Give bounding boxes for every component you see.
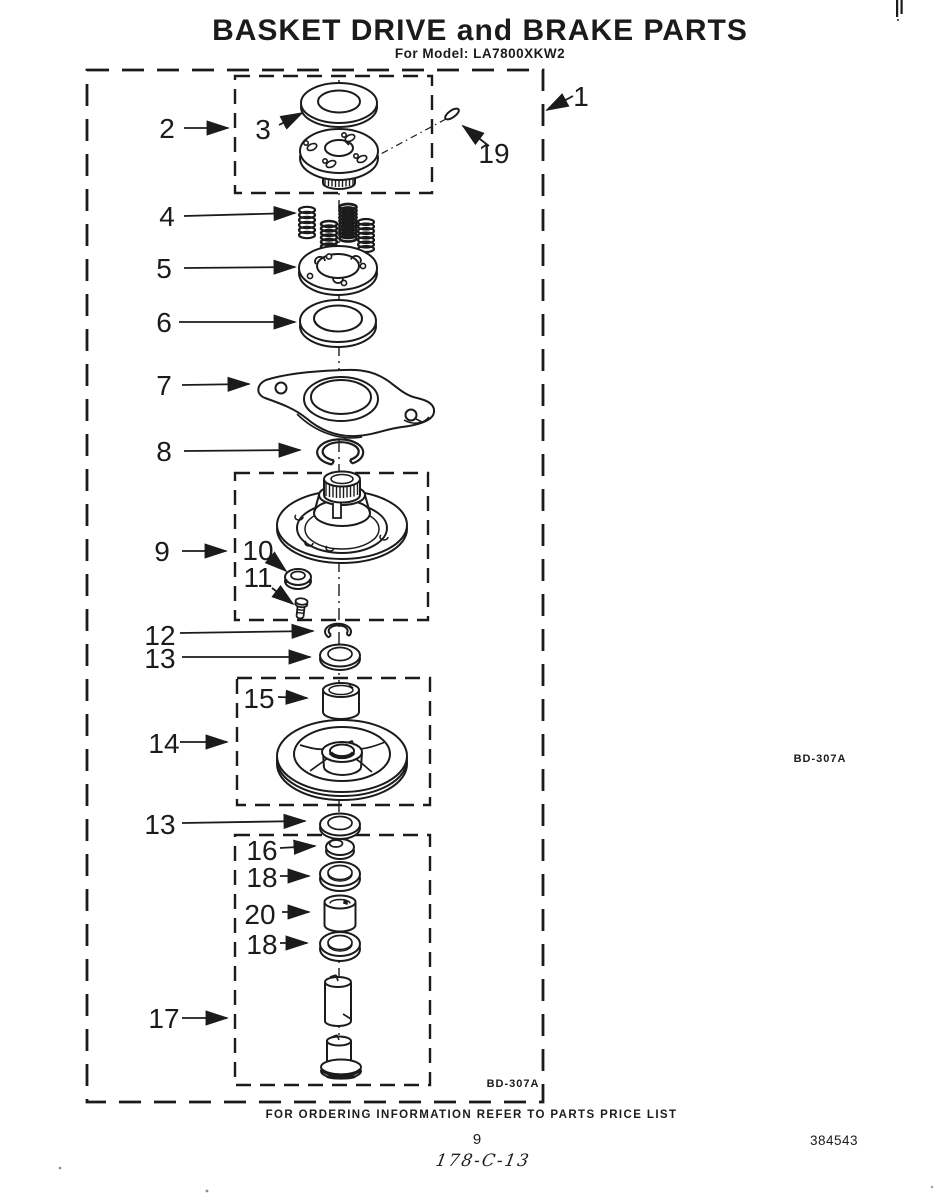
document-number: 384543 — [810, 1133, 859, 1148]
page-number: 9 — [472, 1131, 482, 1148]
model-subtitle: For Model: LA7800XKW2 — [394, 46, 566, 61]
ordering-note: FOR ORDERING INFORMATION REFER TO PARTS PRICE LIST — [265, 1109, 678, 1121]
callout-11: 11 — [243, 562, 273, 593]
part-10-nut — [285, 569, 311, 589]
callout-10: 10 — [242, 535, 274, 566]
part-20-bushing — [325, 896, 356, 932]
part-18-bearing-upper — [320, 862, 360, 891]
part-17-sleeve-upper — [325, 975, 351, 1026]
callout-12: 12 — [144, 620, 176, 651]
callout-14: 14 — [148, 728, 180, 759]
callout-5: 5 — [156, 253, 172, 284]
callout-18-upper: 18 — [246, 862, 278, 893]
part-13-washer-upper — [320, 645, 360, 671]
callout-16: 16 — [246, 835, 278, 866]
diagram-code-right: BD-307A — [793, 753, 847, 765]
callout-2: 2 — [159, 113, 175, 144]
callout-13-upper: 13 — [144, 643, 176, 674]
callout-4: 4 — [159, 201, 175, 232]
callout-7: 7 — [156, 370, 172, 401]
part-15-spacer — [323, 683, 359, 719]
part-8-snap-ring — [317, 439, 363, 464]
callout-15: 15 — [243, 683, 275, 714]
part-13-washer-lower — [320, 814, 360, 840]
scan-artifacts — [59, 0, 934, 1192]
callout-1: 1 — [573, 81, 589, 112]
part-14-pulley — [277, 720, 407, 800]
diagram-code-bottom: BD-307A — [486, 1078, 540, 1090]
callout-6: 6 — [156, 307, 172, 338]
part-17-sleeve-lower — [321, 1035, 361, 1080]
part-7-mounting-plate — [258, 370, 434, 438]
callout-18-lower: 18 — [246, 929, 278, 960]
part-2-cam-disc — [300, 129, 378, 189]
callout-3: 3 — [255, 114, 271, 145]
callout-8: 8 — [156, 436, 172, 467]
page-title: BASKET DRIVE and BRAKE PARTS — [212, 14, 748, 47]
part-3-washer — [301, 83, 377, 127]
callout-17: 17 — [148, 1003, 180, 1034]
part-6-washer — [300, 300, 376, 347]
part-9-brake-rotor — [277, 472, 407, 564]
callout-19: 19 — [478, 138, 510, 169]
callout-13-lower: 13 — [144, 809, 176, 840]
part-12-c-clip — [325, 624, 351, 638]
part-16-cap — [326, 839, 354, 859]
handwritten-code: 178-C-13 — [433, 1151, 533, 1171]
callout-20: 20 — [244, 899, 276, 930]
part-18-bearing-lower — [320, 932, 360, 961]
part-5-cam-plate — [299, 246, 377, 295]
part-11-screw — [294, 598, 308, 619]
part-19-pin — [377, 107, 461, 156]
callout-9: 9 — [154, 536, 170, 567]
